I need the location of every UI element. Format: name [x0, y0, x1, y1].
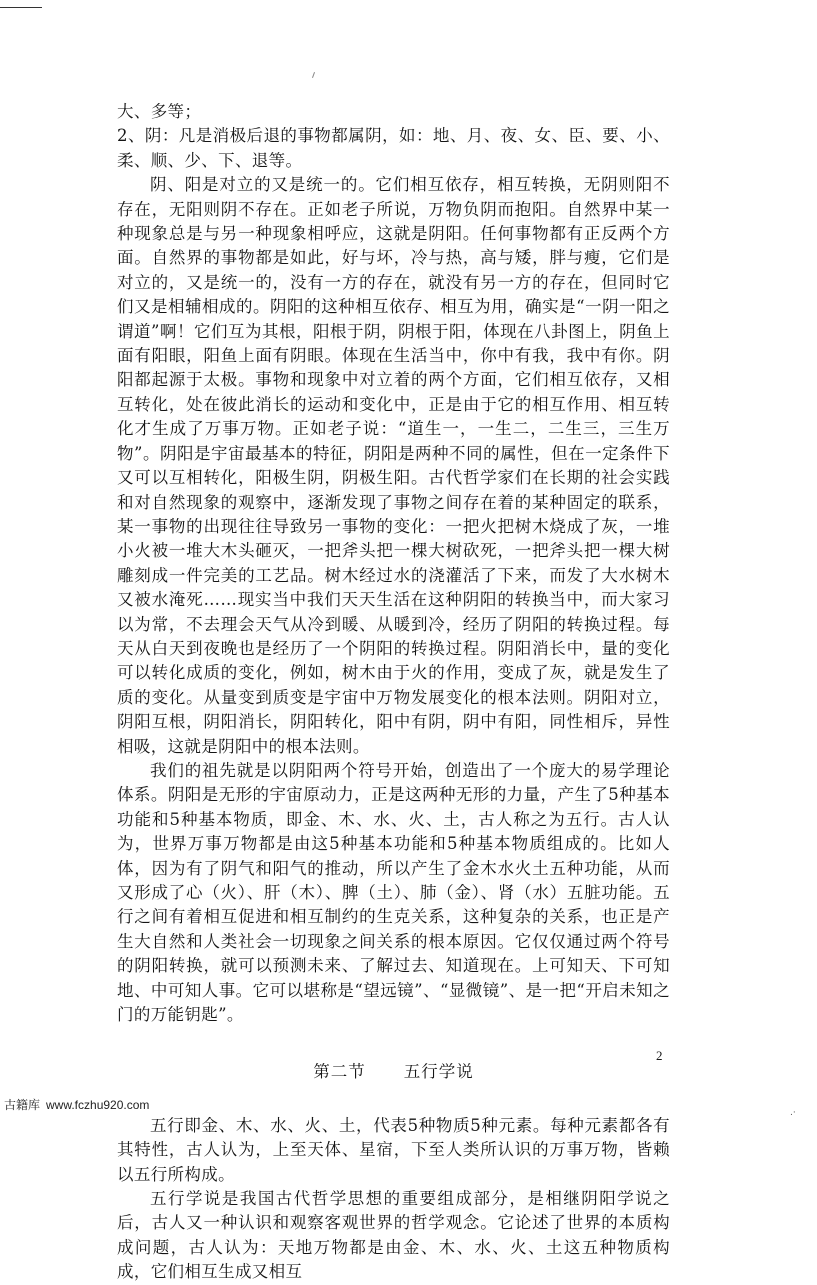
- section-number: 第二节: [313, 1062, 366, 1082]
- paragraph-yin-definition: 2、阴：凡是消极后退的事物都属阴，如：地、月、夜、女、臣、要、小、柔、顺、少、下、退等。: [117, 126, 670, 170]
- paragraph-continuation: 大、多等；: [117, 102, 202, 121]
- paragraph-five-elements-theory: 五行学说是我国古代哲学思想的重要组成部分，是相继阴阳学说之后，古人又一种认识和观察客观世界的哲学观念。它论述了世界的本质构成问题，古人认为：天地万物都是由金、木、水、火、土这五种物质构成，它们相互生成又相互: [117, 1189, 670, 1282]
- section-title: 五行学说: [403, 1062, 474, 1082]
- scan-corner-marks: .·: [790, 1108, 796, 1118]
- page-number: 2: [656, 1048, 663, 1063]
- top-edge-rule: [0, 7, 42, 8]
- section-heading: [117, 1060, 670, 1084]
- paragraph-yin-yang-unity: 阴、阳是对立的又是统一的。它们相互依存，相互转换，无阴则阳不存在，无阳则阴不存在。正如老子所说，万物负阴而抱阳。自然界中某一种现象总是与另一种现象相呼应，这就是阴阳。任何事物都有正反两个方面。自然界的事物都是如此，好与坏，冷与热，高与矮，胖与瘦，它们是对立的，又是统一的，没有一方的存在，就没有另一方的存在，但同时它们又是相辅相成的。阴阳的这种相互依存、相互为用，确实是“一阴一阳之谓道”啊！它们互为其根，阳根于阴，阴根于阳，体现在八卦图上，阴鱼上面有阳眼，阳鱼上面有阴眼。体现在生活当中，你中有我，我中有你。阴阳都起源于太极。事物和现象中对立着的两个方面，它们相互依存，又相互转化，处在彼此消长的运动和变化中，正是由于它的相互作用、相互转化才生成了万事万物。正如老子说：“道生一，一生二，二生三，三生万物”。阴阳是宇宙最基本的特征，阴阳是两种不同的属性，但在一定条件下又可以互相转化，阳极生阴，阴极生阳。古代哲学家们在长期的社会实践和对自然现象的观察中，逐渐发现了事物之间存在着的某种固定的联系，某一事物的出现往往导致另一事物的变化：一把火把树木烧成了灰，一堆小火被一堆大木头砸灭，一把斧头把一棵大树砍死，一把斧头把一棵大树雕刻成一件完美的工艺品。树木经过水的浇灌活了下来，而发了大水树木又被水淹死……现实当中我们天天生活在这种阴阳的转换当中，而大家习以为常，不去理会天气从冷到暖、从暖到冷，经历了阴阳的转换过程。每天从白天到夜晚也是经历了一个阴阳的转换过程。阴阳消长中，量的变化可以转化成质的变化，例如，树木由于火的作用，变成了灰，就是发生了质的变化。从量变到质变是宇宙中万物发展变化的根本法则。阴阳对立，阴阳互根，阴阳消长，阴阳转化，阳中有阴，阴中有阳，同性相斥，异性相吸，这就是阴阳中的根本法则。: [117, 175, 670, 756]
- watermark-url: www.fczhu920.com: [46, 1098, 150, 1112]
- scan-speck: [312, 72, 315, 78]
- paragraph-five-elements-definition: 五行即金、木、水、火、土，代表5种物质5种元素。每种元素都各有其特性，古人认为，上至天体、星宿，下至人类所认识的万事万物，皆赖以五行所构成。: [117, 1115, 670, 1184]
- watermark-site-name: 古籍库: [4, 1098, 41, 1112]
- watermark: [4, 1096, 149, 1113]
- document-body: [117, 100, 670, 1285]
- paragraph-ancestors-symbols: 我们的祖先就是以阴阳两个符号开始，创造出了一个庞大的易学理论体系。阴阳是无形的宇宙原动力，正是这两种无形的力量，产生了5种基本功能和5种基本物质，即金、木、水、火、土，古人称之为五行。古人认为，世界万事万物都是由这5种基本功能和5种基本物质组成的。比如人体，因为有了阴气和阳气的推动，所以产生了金木水火土五种功能，从而又形成了心（火）、肝（木）、脾（土）、肺（金）、肾（水）五脏功能。五行之间有着相互促进和相互制约的生克关系，这种复杂的关系，也正是产生大自然和人类社会一切现象之间关系的根本原因。它仅仅通过两个符号的阴阳转换，就可以预测未来、了解过去、知道现在。上可知天、下可知地、中可知人事。它可以堪称是“望远镜”、“显微镜”、是一把“开启未知之门的万能钥匙”。: [117, 760, 670, 1025]
